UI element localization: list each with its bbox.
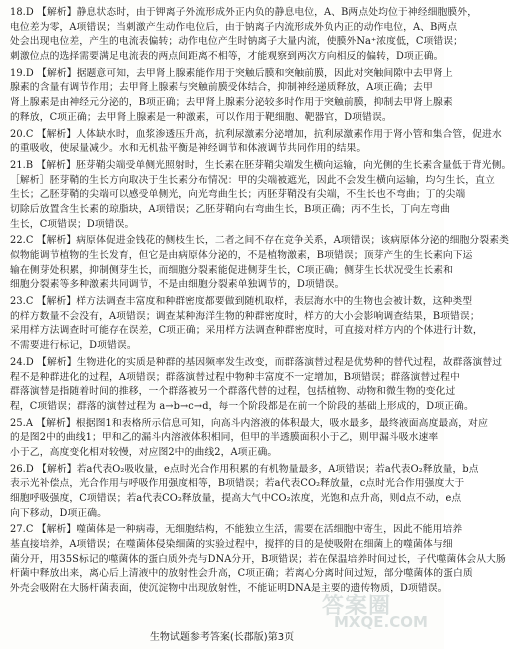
answer-item-line: 菌分开，用35S标记的噬菌体的蛋白质外壳与DNA分开，B项错误；若在保温培养时间过长，子代噬菌体会从大肠	[10, 553, 506, 565]
answer-item	[10, 234, 510, 293]
answer-item-heading-line: 21.B 【解析】胚芽鞘尖端受单侧光照射时，生长素在胚芽鞘尖端发生横向运输，向光侧的生长素含量低于背光侧。	[10, 159, 511, 171]
answer-item-line: 切除后放置含生长素的琼脂块，A项错误；乙胚芽鞘向右弯曲生长，B项正确；丙不生长，丁向左弯曲	[10, 203, 451, 215]
watermark-text-url: MXQE.COM	[334, 613, 428, 631]
answer-item-line: 小于乙，高度变化相对较慢，对应图2中的曲线2，A项正确。	[10, 446, 278, 458]
answer-item	[10, 523, 506, 596]
answer-item	[10, 67, 453, 126]
answer-text-column	[10, 6, 511, 599]
answer-item-line: 群落演替是指随着时间的推移，一个群落被另一个群落代替的过程，包括植物、动物和微生物的变化过	[10, 386, 456, 398]
answer-item	[10, 463, 479, 522]
answer-item-heading-line: 26.D 【解析】若a代表O₂吸收量，e点时光合作用积累的有机物量最多，A项错误；若a代表O₂释放量，b点	[10, 463, 479, 475]
answer-item-line: 刺激位点的选择需要满足电流表的两点间距离不相等，才能观察到两次方向相反的偏转，D项正确。	[10, 51, 444, 63]
answer-item-line: 的是图2中的曲线1；甲和乙的漏斗内溶液体积相同，但甲的半透膜面积小于乙，则甲漏斗吸水速率	[10, 432, 439, 444]
answer-item-line: 程不是种群进化的过程，A项错误；群落演替过程中物种丰富度不一定增加，B项错误；群落演替过程中	[10, 371, 460, 383]
answer-item-line: 的释放，C项正确；去甲肾上腺素是一种激素，可以作用于靶细胞、靶器官，D项错误。	[10, 111, 392, 123]
answer-item-heading-line: 19.D 【解析】据题意可知，去甲肾上腺素能作用于突触后膜和突触前膜，因此对突触间隙中去甲肾上	[10, 67, 453, 79]
answer-item-heading-line: 18.D 【解析】静息状态时，由于钾离子外流形成外正内负的静息电位，A、B两点处均位于神经细胞膜外，	[10, 7, 478, 18]
answer-item-line: 腺素的含量有调节作用；去甲肾上腺素与突触前膜受体结合，抑制神经递质释放，A项正确；去甲	[10, 82, 433, 94]
answer-item-heading-line: 24.D 【解析】生物进化的实质是种群的基因频率发生改变，而群落演替过程是优势种的替代过程，故群落演替过	[10, 356, 503, 368]
answer-item	[10, 356, 503, 415]
answer-item-heading-line: 25.A 【解析】根据图1和表格所示信息可知，向高斗内溶液的体积最大，吸水最多，最终液面高度最高，对应	[10, 417, 488, 429]
answer-item	[10, 128, 502, 157]
answer-item-line: 细胞呼吸强度，C项错误；若a代表CO₂释放量，提高大气中CO₂浓度，光饱和点升高，则d点不动，e点	[10, 493, 462, 504]
answer-item-line: 细胞分裂素等多种激素共同调节，不是由细胞分裂素单独调节的，D项错误。	[10, 279, 345, 291]
answer-item-line: 表示光补偿点，光合作用与呼吸作用强度相等，B项错误；若a代表CO₂释放量，c点时光合作用强度大于	[10, 478, 465, 490]
answer-item-line: 基直接培养，A项错误；在噬菌体侵染细菌的实验过程中，搅拌的目的是使吸附在细菌上的噬菌体与细	[10, 539, 453, 551]
answer-item-line: 向下移动，D项正确。	[10, 507, 108, 519]
answer-item-line: 采用样方法调查时可能存在误差，C项正确；采用样方法调查种群密度时，可直接对样方内的个体进行计数，	[10, 325, 483, 337]
answer-item	[10, 6, 478, 65]
answer-item-line: 程，C项错误；群落的演替过程为 a→b→c→d，每一个阶段都是在前一个阶段的基础上形成的，D项正确。	[10, 400, 474, 412]
answer-item-line: 的样方数量不会没有，A项错误；调查某种海洋生物的种群密度时，样方的大小会影响调查结果，B项错误；	[10, 310, 480, 322]
watermark-text-cn: 答案圈	[322, 594, 392, 619]
answer-item-heading-line: 22.C 【解析】病原体促进金钱花的侧枝生长，二者之间不存在竞争关系，A项错误；该病原体分泌的细胞分裂素类	[10, 235, 510, 247]
answer-item-line: 电位差为零，A项错误；当刺激产生动作电位后，由于钠离子内流形成外负内正的动作电位，A、B两点	[10, 21, 458, 33]
answer-item-line: 处会出现电位差，产生的电流表偏转；动作电位产生时钠离子大量内流，使膜外Na⁺浓度低，C项错误；	[10, 36, 464, 48]
answer-item-heading-line: 20.C 【解析】人体缺水时，血浆渗透压升高，抗利尿激素分泌增加，抗利尿激素作用于肾小管和集合管，促进水	[10, 128, 502, 140]
answer-item-line: 似物能调节植物的生长发育，但它是由病原体分泌的，不是植物激素，B项错误；顶芽产生的生长素向下运	[10, 250, 473, 261]
answer-item-line: 输在侧芽处积累，抑制侧芽生长，而细胞分裂素能促进侧芽生长，C项正确；侧芽生长状况受生长素和	[10, 264, 454, 276]
answer-item-line: 的重吸收，使尿量减少。水和无机盐平衡是神经调节和体液调节共同作用的结果。	[10, 143, 367, 155]
answer-item-line: 不需要进行标记，D项错误。	[10, 340, 137, 352]
answer-item-heading-line: 23.C 【解析】样方法调查丰富度和种群密度都要做到随机取样，表层海水中的生物也会被计数，这种类型	[10, 296, 473, 308]
answer-item-heading-line: 27.C 【解析】噬菌体是一种病毒，无细胞结构，不能独立生活，需要在活细胞中寄生，因此不能用培养	[10, 524, 463, 536]
answer-item-line: 外壳会吸附在大肠杆菌表面，使沉淀物中出现放射性，不能证明DNA是主要的遗传物质，D项错误。	[10, 583, 448, 595]
watermark-logo	[318, 587, 436, 633]
answer-item-line: 生长；乙胚芽鞘的尖端可以感受单侧光，向光弯曲生长；丙胚芽鞘没有尖端，不生长也不弯曲；丁的尖端	[10, 189, 466, 201]
answer-item-line: 肾上腺素是由神经元分泌的，B项正确；去甲肾上腺素分泌较多时作用于突触前膜，抑制去甲肾上腺素	[10, 97, 453, 109]
page-footer: 生物试题参考答案(长郡版)第3页	[149, 632, 295, 643]
answer-item-line: 生长，C项错误；D项错误。	[10, 218, 135, 230]
answer-item-line: 杆菌中释放出来，离心后上清液中的放射性会升高，C项正确；若离心分离时间过短，部分噬菌体的蛋白质	[10, 568, 473, 580]
answer-item	[10, 417, 488, 461]
answer-item-line: ［解析］胚芽鞘的生长方向取决于生长素分布情况：甲的尖端被遮光，因此不会发生横向运输，均匀生长，直立	[10, 174, 495, 186]
answer-item	[10, 295, 483, 354]
answer-item	[10, 159, 511, 232]
